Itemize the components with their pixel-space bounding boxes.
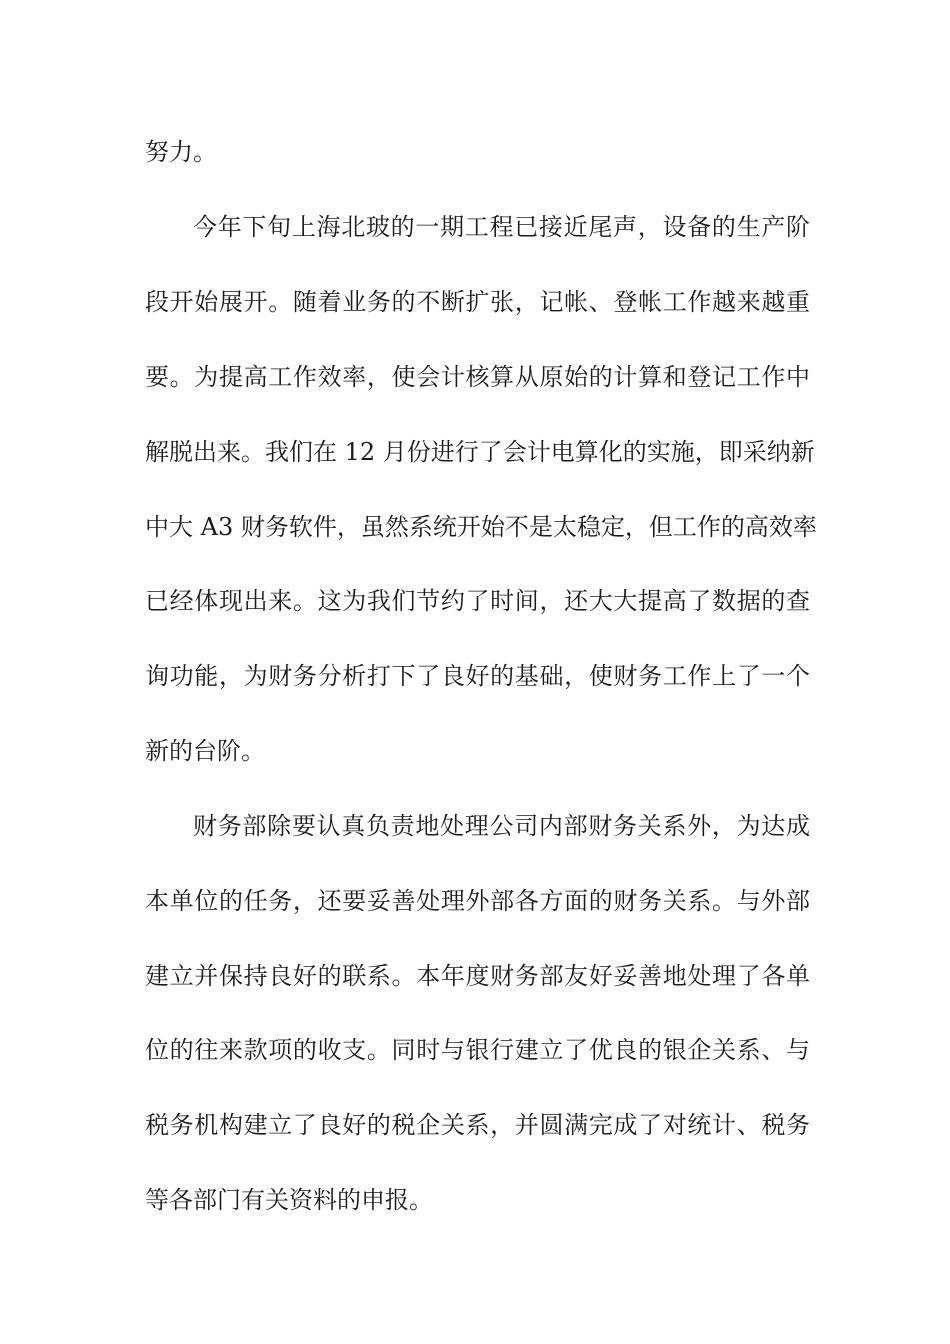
paragraph-1-line-1: 努力。 (145, 138, 217, 166)
paragraph-2-line-8: 新的台阶。 (145, 737, 265, 765)
paragraph-3-line-2: 本单位的任务，还要妥善处理外部各方面的财务关系。与外部 (145, 887, 810, 915)
paragraph-3-line-1: 财务部除要认真负责地处理公司内部财务关系外，为达成 (193, 812, 810, 840)
paragraph-3-line-6: 等各部门有关资料的申报。 (145, 1186, 433, 1214)
paragraph-3-line-4: 位的往来款项的收支。同时与银行建立了优良的银企关系、与 (145, 1036, 810, 1064)
paragraph-2-line-4: 解脱出来。我们在 12 月份进行了会计电算化的实施，即采纳新 (145, 438, 815, 466)
paragraph-2-line-3: 要。为提高工作效率，使会计核算从原始的计算和登记工作中 (145, 363, 810, 391)
paragraph-2-line-6: 已经体现出来。这为我们节约了时间，还大大提高了数据的查 (145, 587, 810, 615)
paragraph-2-line-5: 中大 A3 财务软件，虽然系统开始不是太稳定，但工作的高效率 (145, 513, 817, 541)
paragraph-3-line-3: 建立并保持良好的联系。本年度财务部友好妥善地处理了各单 (145, 962, 810, 990)
paragraph-2-line-1: 今年下旬上海北玻的一期工程已接近尾声，设备的生产阶 (193, 213, 810, 241)
paragraph-2-line-2: 段开始展开。随着业务的不断扩张，记帐、登帐工作越来越重 (145, 288, 810, 316)
paragraph-2-line-7: 询功能，为财务分析打下了良好的基础，使财务工作上了一个 (145, 662, 810, 690)
paragraph-3-line-5: 税务机构建立了良好的税企关系，并圆满完成了对统计、税务 (145, 1111, 810, 1139)
